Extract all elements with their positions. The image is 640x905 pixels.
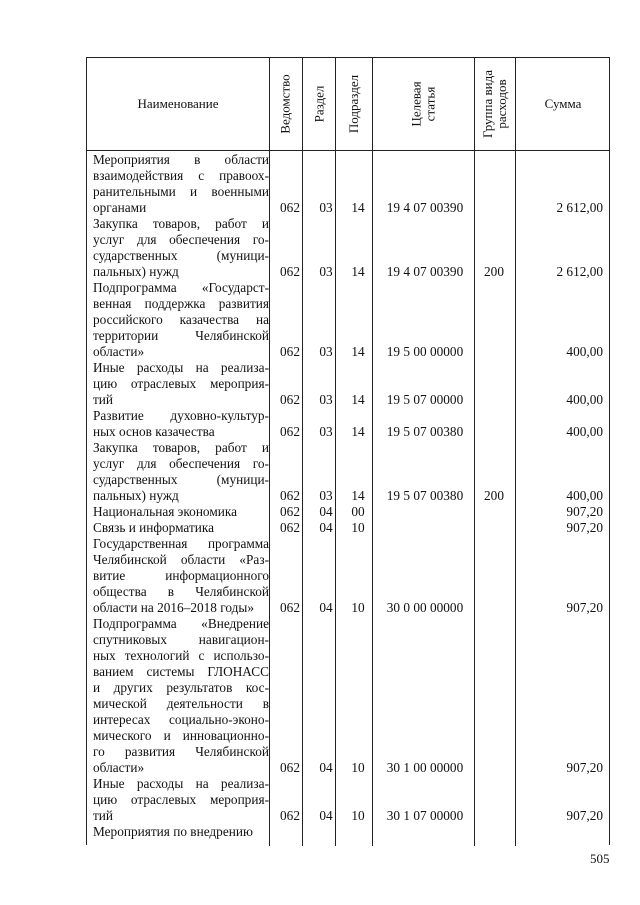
row-vedomstvo: 062 [280, 600, 300, 615]
row-podrazdel: 14 [351, 488, 365, 503]
row-name-line: области на 2016–2018 годы» [93, 600, 255, 615]
row-name-line: ных основ казачества [93, 424, 215, 439]
row-name [93, 504, 269, 520]
row-razdel: 04 [319, 520, 333, 535]
row-name [93, 616, 269, 776]
row-name-line: спутниковых навигацион- [93, 632, 269, 647]
row-celevaya-statya: 19 4 07 00390 [386, 200, 464, 215]
table-row [87, 280, 609, 360]
table-row [87, 504, 609, 520]
row-name [93, 152, 269, 216]
row-name [93, 280, 269, 360]
row-name-line: области» [93, 760, 145, 775]
row-name-line: Иные расходы на реализа- [93, 776, 269, 791]
header-summa: Сумма [544, 96, 582, 111]
row-vedomstvo: 062 [280, 200, 300, 215]
row-podrazdel: 10 [351, 520, 365, 535]
row-razdel: 03 [319, 488, 333, 503]
row-name-line: Национальная экономика [93, 504, 238, 519]
row-celevaya-statya: 19 5 07 00380 [386, 424, 464, 439]
row-vedomstvo: 062 [280, 424, 300, 439]
row-name-line: цию отраслевых мероприя- [93, 792, 269, 807]
row-vedomstvo: 062 [280, 344, 300, 359]
row-podrazdel: 14 [351, 344, 365, 359]
row-summa: 400,00 [566, 344, 603, 359]
header-podrazdel: Подраздел [346, 74, 362, 134]
row-name [93, 360, 269, 408]
row-summa: 907,20 [566, 760, 603, 775]
budget-table [86, 57, 610, 845]
row-razdel: 04 [319, 808, 333, 823]
header-gruppa-vida-rashodov: Группа вида расходов [480, 70, 510, 138]
row-name-line: услуг для обеспечения го- [93, 232, 269, 247]
row-name-line: интересах социально-эконо- [93, 712, 269, 727]
row-podrazdel: 10 [351, 600, 365, 615]
row-name-line: Подпрограмма «Государст- [93, 280, 269, 295]
row-name [93, 440, 269, 504]
row-summa: 400,00 [566, 392, 603, 407]
row-name-line: услуг для обеспечения го- [93, 456, 269, 471]
row-name-line: Закупка товаров, работ и [93, 440, 269, 455]
row-summa: 2 612,00 [556, 264, 603, 279]
row-summa: 907,20 [566, 504, 603, 519]
row-name-line: пальных) нужд [93, 264, 179, 279]
row-name-line: ных технологий с использо- [93, 648, 269, 663]
row-podrazdel: 00 [351, 504, 365, 519]
row-name [93, 408, 269, 440]
row-razdel: 03 [319, 392, 333, 407]
row-razdel: 04 [319, 760, 333, 775]
table-row [87, 536, 609, 616]
row-summa: 907,20 [566, 520, 603, 535]
row-name-line: го развития Челябинской [93, 744, 269, 759]
row-razdel: 03 [319, 344, 333, 359]
header-name: Наименование [137, 96, 219, 111]
row-vedomstvo: 062 [280, 760, 300, 775]
page-number: 505 [590, 851, 610, 866]
header-vedomstvo: Ведомство [278, 74, 293, 134]
row-podrazdel: 10 [351, 808, 365, 823]
table-row [87, 216, 609, 280]
header-razdel: Раздел [311, 85, 326, 123]
row-razdel: 03 [319, 200, 333, 215]
row-vedomstvo: 062 [280, 488, 300, 503]
table-row [87, 440, 609, 504]
row-name-line: и других результатов кос- [93, 680, 269, 695]
row-celevaya-statya: 30 1 07 00000 [386, 808, 464, 823]
row-gruppa: 200 [484, 264, 504, 279]
row-summa: 400,00 [566, 488, 603, 503]
row-name-line: пальных) нужд [93, 488, 179, 503]
row-podrazdel: 14 [351, 424, 365, 439]
row-summa: 907,20 [566, 808, 603, 823]
row-name-line: Иные расходы на реализа- [93, 360, 269, 375]
table-row [87, 776, 609, 824]
row-name-line: области» [93, 344, 145, 359]
row-name [93, 536, 269, 616]
row-name-line: мического и инновационно- [93, 728, 269, 743]
table-row [87, 152, 609, 216]
row-celevaya-statya: 30 0 00 00000 [386, 600, 464, 615]
row-name-line: общества в Челябинской [93, 584, 269, 599]
row-name-line: витие информационного [93, 568, 269, 583]
row-vedomstvo: 062 [280, 392, 300, 407]
row-vedomstvo: 062 [280, 520, 300, 535]
row-name-line: венная поддержка развития [93, 296, 269, 311]
row-name-line: Закупка товаров, работ и [93, 216, 269, 231]
row-vedomstvo: 062 [280, 504, 300, 519]
row-razdel: 03 [319, 264, 333, 279]
row-name-line: Связь и информатика [93, 520, 215, 535]
table-row [87, 520, 609, 536]
row-razdel: 03 [319, 424, 333, 439]
row-celevaya-statya: 19 5 00 00000 [386, 344, 464, 359]
row-name-line: Мероприятия по внедрению [93, 824, 253, 839]
header-celevaya-statya: Целевая статья [408, 81, 438, 127]
table-row [87, 360, 609, 408]
table-header [87, 58, 609, 151]
table-row [87, 616, 609, 776]
row-name-line: ванием системы ГЛОНАСС [93, 664, 269, 679]
row-name-line: Подпрограмма «Внедрение [93, 616, 269, 631]
row-podrazdel: 14 [351, 200, 365, 215]
row-name-line: сударственных (муници- [93, 472, 269, 487]
row-podrazdel: 14 [351, 392, 365, 407]
row-name-line: тий [93, 808, 114, 823]
row-name-line: Мероприятия в области [93, 152, 269, 167]
row-name-line: органами [93, 200, 147, 215]
row-name-line: тий [93, 392, 114, 407]
row-celevaya-statya: 30 1 00 00000 [386, 760, 464, 775]
row-name-line: территории Челябинской [93, 328, 269, 343]
row-name [93, 824, 269, 840]
row-gruppa: 200 [484, 488, 504, 503]
table-row [87, 408, 609, 440]
row-name [93, 216, 269, 280]
row-podrazdel: 10 [351, 760, 365, 775]
row-name-line: цию отраслевых мероприя- [93, 376, 269, 391]
row-podrazdel: 14 [351, 264, 365, 279]
row-name [93, 520, 269, 536]
row-name-line: российского казачества на [93, 312, 269, 327]
row-celevaya-statya: 19 5 07 00000 [386, 392, 464, 407]
row-name-line: ранительными и военными [93, 184, 269, 199]
row-summa: 907,20 [566, 600, 603, 615]
row-name [93, 776, 269, 824]
row-name-line: взаимодействия с правоох- [93, 168, 269, 183]
row-summa: 2 612,00 [556, 200, 603, 215]
row-razdel: 04 [319, 600, 333, 615]
row-name-line: Государственная программа [93, 536, 269, 551]
row-celevaya-statya: 19 5 07 00380 [386, 488, 464, 503]
row-razdel: 04 [319, 504, 333, 519]
table-row [87, 824, 609, 840]
row-name-line: мической деятельности в [93, 696, 269, 711]
row-name-line: Развитие духовно-культур- [93, 408, 269, 423]
row-vedomstvo: 062 [280, 808, 300, 823]
row-celevaya-statya: 19 4 07 00390 [386, 264, 464, 279]
row-vedomstvo: 062 [280, 264, 300, 279]
row-name-line: сударственных (муници- [93, 248, 269, 263]
row-summa: 400,00 [566, 424, 603, 439]
row-name-line: Челябинской области «Раз- [93, 552, 269, 567]
